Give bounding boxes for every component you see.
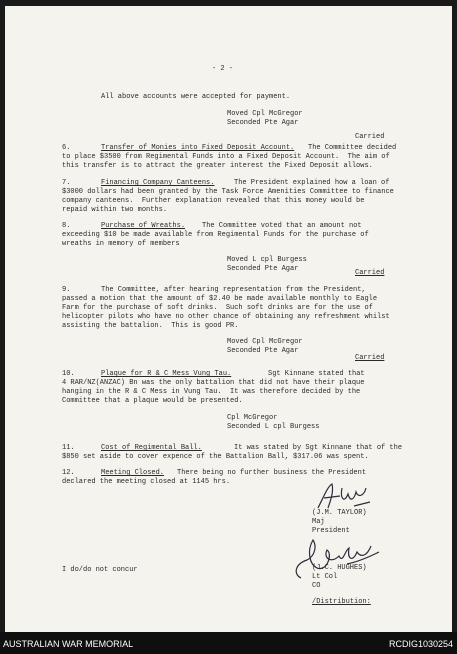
signatory-rank: Lt Col bbox=[312, 573, 338, 581]
item-number: 12. bbox=[62, 469, 75, 477]
distribution-label: /Distribution: bbox=[312, 598, 371, 606]
item-text: to place $3500 from Regimental Funds into a Fixed Deposit Account. The aim of bbox=[62, 153, 390, 161]
archive-name: AUSTRALIAN WAR MEMORIAL bbox=[3, 639, 134, 649]
item-heading: Financing Company Canteens. bbox=[101, 179, 215, 187]
item-text: It was stated by Sgt Kinnane that of the bbox=[234, 444, 403, 452]
carried-label: Carried bbox=[355, 269, 385, 277]
seconded-line: Seconded Pte Agar bbox=[227, 119, 299, 127]
item-number: 10. bbox=[62, 370, 75, 378]
carried-label: Carried bbox=[355, 354, 385, 362]
concur-line: I do/do not concur bbox=[62, 566, 138, 574]
page-number: - 2 - bbox=[212, 65, 234, 73]
item-heading: Cost of Regimental Ball. bbox=[101, 444, 202, 452]
item-text: The Committee, after hearing representation from the President, bbox=[101, 286, 366, 294]
item-text: repaid within two months. bbox=[62, 206, 168, 214]
item-text: passed a motion that the amount of $2.40 be made available monthly to Eagle bbox=[62, 295, 378, 303]
item-text: declared the meeting closed at 1145 hrs. bbox=[62, 478, 231, 486]
signatory-role: President bbox=[312, 527, 350, 535]
item-text: There being no further business the President bbox=[177, 469, 367, 477]
item-text: 4 RAR/NZ(ANZAC) Bn was the only battalion that did not have their plaque bbox=[62, 379, 365, 387]
item-text: this transfer is to attract the greater interest the Fixed Deposit allows. bbox=[62, 162, 373, 170]
item-text: The Committee decided bbox=[308, 144, 397, 152]
item-text: exceeding $10 be made available from Regimental Funds for the purchase of bbox=[62, 231, 369, 239]
item-heading: Purchase of Wreaths. bbox=[101, 222, 186, 230]
seconded-line: Seconded Pte Agar bbox=[227, 347, 299, 355]
signatory-name: (J.C. HUGHES) bbox=[312, 564, 367, 572]
item-text: Sgt Kinnane stated that bbox=[268, 370, 365, 378]
moved-line: Moved Cpl McGregor bbox=[227, 338, 303, 346]
carried-label: Carried bbox=[355, 133, 385, 141]
item-text: The Committee voted that an amount not bbox=[202, 222, 362, 230]
item-heading: Meeting Closed. bbox=[101, 469, 165, 477]
item-text: Committee that a plaque would be presented. bbox=[62, 397, 243, 405]
intro-line: All above accounts were accepted for payment. bbox=[101, 93, 291, 101]
item-number: 6. bbox=[62, 144, 71, 152]
seconded-line: Seconded Pte Agar bbox=[227, 265, 299, 273]
signatory-rank: Maj bbox=[312, 518, 325, 526]
seconded-line: Seconded L cpl Burgess bbox=[227, 423, 320, 431]
item-text: $850 set aside to cover expence of the Battalion Ball, $317.06 was spent. bbox=[62, 453, 369, 461]
item-text: helicopter pilots who have no other chance of obtaining any refreshment whilst bbox=[62, 313, 390, 321]
item-text: hanging in the R & C Mess in Vung Tau. It was therefore decided by the bbox=[62, 388, 361, 396]
item-number: 8. bbox=[62, 222, 71, 230]
signatory-name: (J.M. TAYLOR) bbox=[312, 509, 367, 517]
signatory-role: CO bbox=[312, 582, 321, 590]
moved-line: Moved L cpl Burgess bbox=[227, 256, 307, 264]
item-text: The President explained how a loan of bbox=[234, 179, 390, 187]
item-text: wreaths in memory of members bbox=[62, 240, 180, 248]
item-text: company canteens. Further explanation revealed that this money would be bbox=[62, 197, 365, 205]
item-number: 7. bbox=[62, 179, 71, 187]
item-heading: Transfer of Monies into Fixed Deposit Account. bbox=[101, 144, 295, 152]
moved-line: Moved Cpl McGregor bbox=[227, 110, 303, 118]
moved-line: Cpl McGregor bbox=[227, 414, 278, 422]
item-text: Farm for the purchase of soft drinks. Such soft drinks are for the use of bbox=[62, 304, 373, 312]
archive-footer bbox=[0, 632, 457, 654]
document-page bbox=[5, 6, 452, 632]
archive-reference: RCDIG1030254 bbox=[388, 639, 453, 649]
item-number: 11. bbox=[62, 444, 75, 452]
item-number: 9. bbox=[62, 286, 71, 294]
item-heading: Plaque for R & C Mess Vung Tau. bbox=[101, 370, 232, 378]
item-text: $3000 dollars had been granted by the Task Force Amenities Committee to finance bbox=[62, 188, 394, 196]
item-text: assisting the battalion. This is good PR. bbox=[62, 322, 239, 330]
